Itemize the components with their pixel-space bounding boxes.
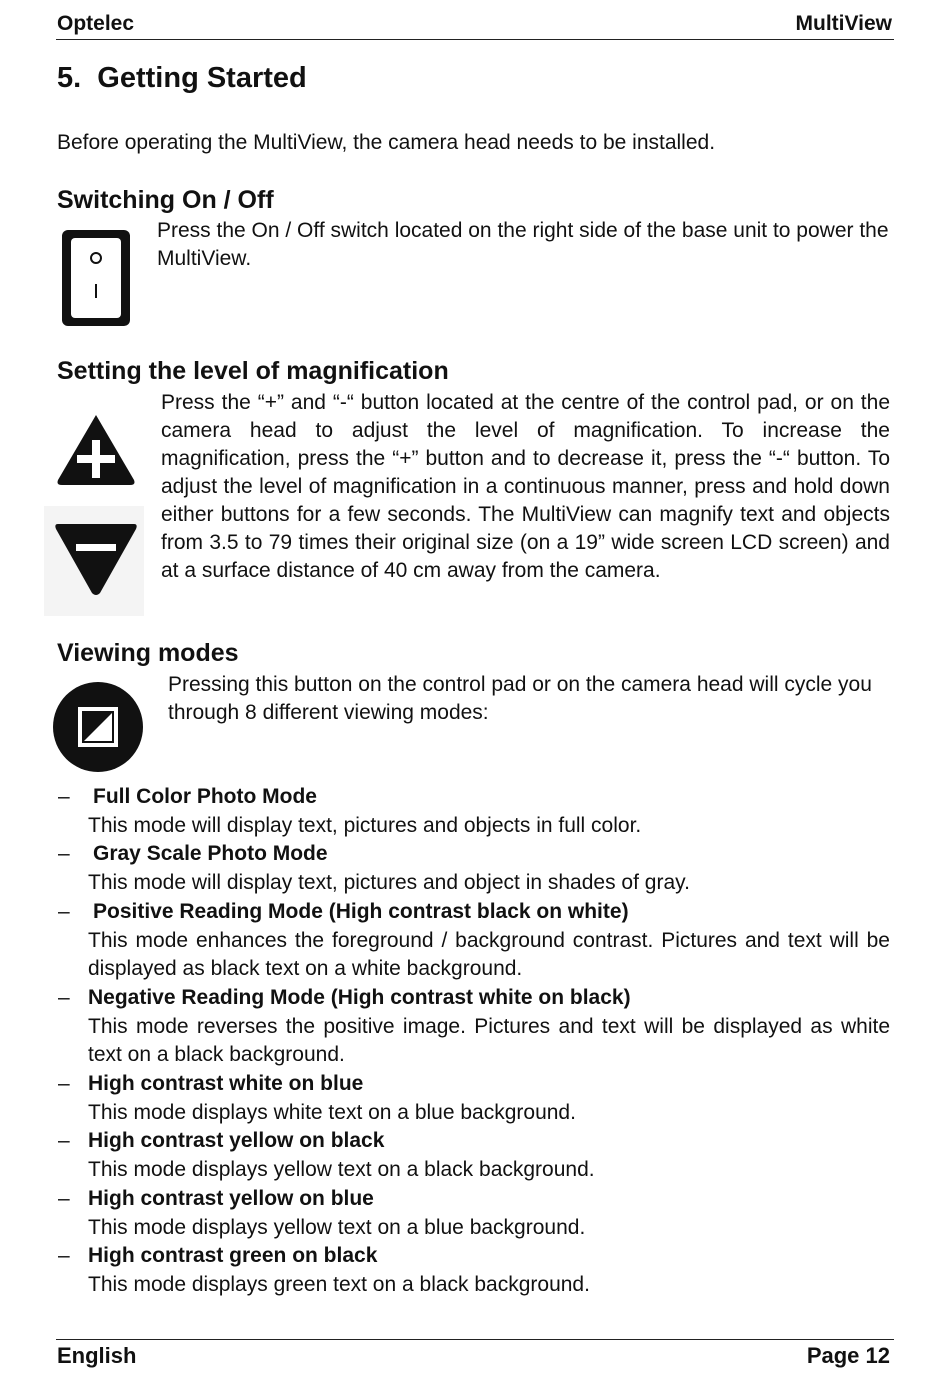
viewing-modes-list: [56, 783, 890, 1300]
mode-description: This mode will display text, pictures and objects in full color.: [88, 813, 642, 837]
list-dash: –: [58, 1129, 70, 1153]
list-item: [56, 984, 890, 1070]
mode-description: This mode displays white text on a blue background.: [88, 1100, 576, 1124]
list-dash: –: [58, 1244, 70, 1268]
mode-title: [56, 1185, 890, 1214]
mode-title: [56, 783, 890, 812]
mode-title: [56, 840, 890, 869]
mode-description: This mode displays yellow text on a black background.: [88, 1158, 595, 1182]
mode-title: [56, 984, 890, 1013]
mode-title-text: Gray Scale Photo Mode: [93, 842, 328, 866]
list-item: [56, 1127, 890, 1184]
list-dash: –: [58, 1186, 70, 1210]
mode-title: [56, 1242, 890, 1271]
mode-description: This mode enhances the foreground / background contrast. Pictures and text will be displayed as black text on a white background.: [88, 928, 890, 981]
zoom-out-icon: [54, 521, 138, 597]
mode-description: This mode will display text, pictures and object in shades of gray.: [88, 871, 690, 895]
mode-title: [56, 1070, 890, 1099]
power-switch-icon: [62, 230, 130, 326]
switching-heading: Switching On / Off: [57, 186, 274, 214]
section-title: 5. Getting Started: [57, 62, 307, 94]
mode-title-text: Full Color Photo Mode: [93, 785, 317, 808]
mode-title: [56, 898, 890, 927]
magnification-heading: Setting the level of magnification: [57, 357, 449, 385]
list-dash: –: [58, 985, 70, 1009]
mode-description: This mode reverses the positive image. Pictures and text will be displayed as white text on a black background.: [88, 1014, 890, 1067]
list-item: [56, 783, 890, 840]
zoom-in-icon: [56, 412, 136, 488]
mode-title-text: Positive Reading Mode (High contrast black on white): [93, 899, 629, 923]
header-rule: [56, 39, 894, 40]
section-intro: Before operating the MultiView, the camera head needs to be installed.: [57, 131, 716, 154]
switching-text: Press the On / Off switch located on the right side of the base unit to power the MultiView.: [157, 219, 889, 270]
list-item: [56, 1070, 890, 1127]
footer-rule: [56, 1339, 894, 1340]
header-brand: Optelec: [57, 12, 135, 35]
list-dash: –: [58, 785, 70, 808]
footer-language: English: [57, 1343, 137, 1368]
viewing-heading: Viewing modes: [57, 639, 239, 667]
list-item: [56, 840, 890, 897]
footer-page-number: Page 12: [806, 1343, 890, 1368]
mode-title-text: Negative Reading Mode (High contrast white on black): [88, 985, 631, 1009]
mode-title-text: High contrast yellow on black: [88, 1129, 385, 1153]
mode-description: This mode displays yellow text on a blue background.: [88, 1215, 586, 1239]
list-dash: –: [58, 842, 70, 866]
mode-title-text: High contrast white on blue: [88, 1072, 364, 1096]
mode-description: This mode displays green text on a black background.: [88, 1272, 590, 1296]
mode-title: [56, 1127, 890, 1156]
mode-title-text: High contrast yellow on blue: [88, 1186, 374, 1210]
viewing-text: Pressing this button on the control pad or on the camera head will cycle you through 8 different viewing modes:: [168, 673, 872, 724]
list-dash: –: [58, 899, 70, 923]
list-item: [56, 1185, 890, 1242]
list-item: [56, 1242, 890, 1299]
mode-title-text: High contrast green on black: [88, 1244, 378, 1268]
list-item: [56, 898, 890, 984]
list-dash: –: [58, 1072, 70, 1096]
viewing-mode-icon: [52, 681, 144, 773]
magnification-text: Press the “+” and “-“ button located at the centre of the control pad, or on the camera head to adjust the level of magnification. To increase the magnification, press the “+” button and to decrease it, press the “-“ button. To adjust the level of magnification in a continuous manner, press and hold down either buttons for a few seconds. The MultiView can magnify text and objects from 3.5 to 79 times their original size (on a 19” wide screen LCD screen) and at a surface distance of 40 cm away from the camera.: [161, 391, 890, 582]
header-product: MultiView: [795, 12, 892, 35]
